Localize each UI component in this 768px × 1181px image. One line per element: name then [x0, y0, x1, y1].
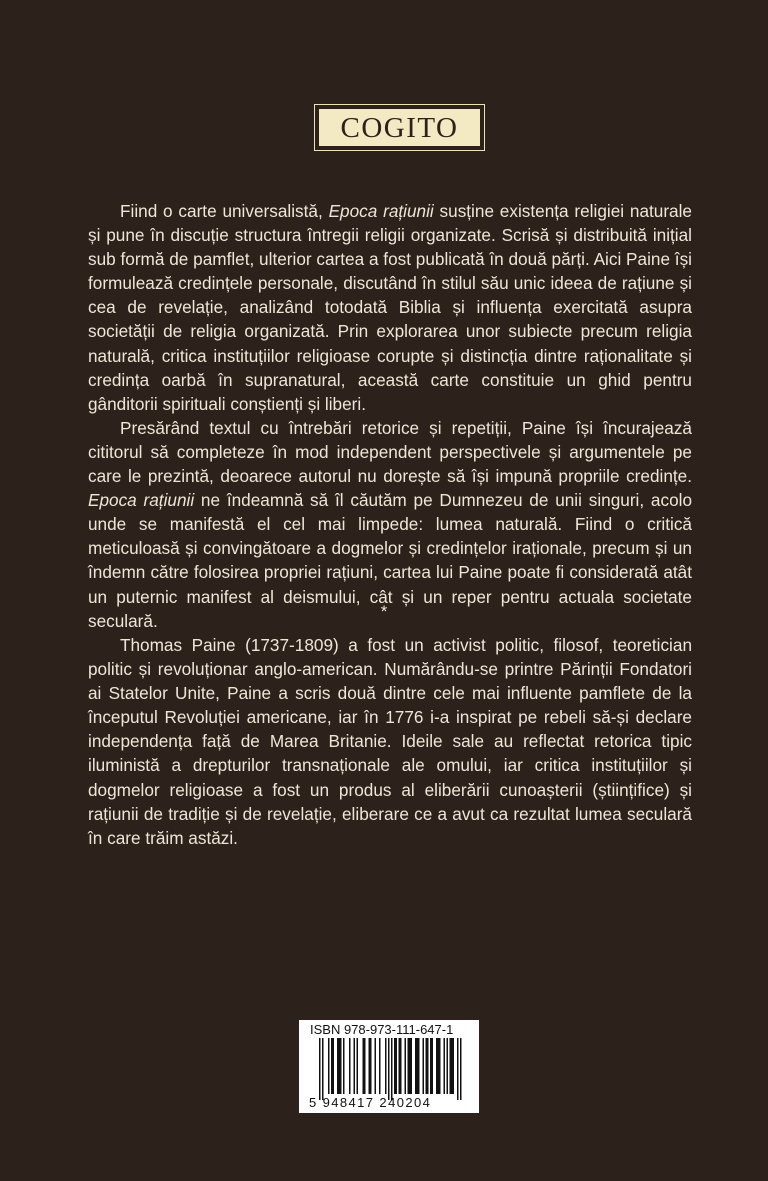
barcode-bar [357, 1038, 359, 1094]
description-paragraph-1 [88, 199, 692, 416]
author-bio [88, 633, 692, 850]
barcode-bar [385, 1038, 387, 1094]
barcode-guard-bar [391, 1038, 393, 1100]
barcode-bar [379, 1038, 381, 1094]
description-paragraph-2 [88, 416, 692, 633]
barcode-bar [453, 1038, 455, 1094]
barcode-bar [339, 1038, 341, 1094]
barcode-bar [354, 1038, 356, 1094]
barcode-bar [340, 1038, 342, 1094]
publisher-logo-text: COGITO [340, 112, 459, 144]
barcode-bar [432, 1038, 434, 1094]
barcode-bar [408, 1038, 410, 1094]
book-title-italic: Epoca rațiunii [88, 490, 195, 511]
barcode-bar [328, 1038, 330, 1094]
barcode-bar [396, 1038, 398, 1094]
barcode-guard-bar [319, 1038, 321, 1100]
barcode-bar [364, 1038, 366, 1094]
barcode-bar [427, 1038, 429, 1094]
barcode-bar [411, 1038, 413, 1094]
barcode-bar [418, 1038, 420, 1094]
description-paragraph-2-rest: ne îndeamnă să îl căutăm pe Dumnezeu de unii singuri, acolo unde se manifestă el cel mai limpede: lumea naturală. Fiind o critică meticuloasă și convingătoare a dogmelor și credințelor iraționale, precum și un îndemn către folosirea propriei rațiuni, cartea lui Paine poate fi considerată atât un puternic manifest al deismului, cât și un reper pentru actuala societate seculară. [88, 490, 693, 631]
description-paragraph-1-lead: Fiind o carte universalistă, [120, 201, 329, 221]
book-description [88, 199, 692, 633]
barcode-bar [447, 1038, 449, 1094]
publisher-logo-plate [319, 109, 480, 146]
barcode-bar [417, 1038, 419, 1094]
barcode-digits: 5 948417 240204 [309, 1095, 432, 1110]
publisher-logo [314, 104, 485, 151]
book-title-italic: Epoca rațiunii [328, 201, 434, 221]
barcode-bar [436, 1038, 438, 1094]
barcode-guard-bar [322, 1038, 324, 1100]
barcode-bar [400, 1038, 402, 1094]
barcode-bar [331, 1038, 333, 1094]
barcode-bar [394, 1038, 396, 1094]
barcode-bar [415, 1038, 417, 1094]
barcode-bar [369, 1038, 371, 1094]
barcode-bar [451, 1038, 453, 1094]
barcode-bar [438, 1038, 440, 1094]
barcode-bar [444, 1038, 446, 1094]
barcode-bar [349, 1038, 351, 1094]
barcode-bar [333, 1038, 335, 1094]
barcode-bar [343, 1038, 345, 1094]
barcode-guard-bar [460, 1038, 462, 1100]
isbn-label: ISBN 978-973-111-647-1 [310, 1022, 454, 1037]
barcode-bar [375, 1038, 377, 1094]
barcode-bar [426, 1038, 428, 1094]
barcode-bar [405, 1038, 407, 1094]
barcode-guard-bar [388, 1038, 390, 1100]
barcode-bar [363, 1038, 365, 1094]
barcode-bar [399, 1038, 401, 1094]
barcode-guard-bar [457, 1038, 459, 1100]
barcode-bar [439, 1038, 441, 1094]
description-paragraph-2-lead: Presărând textul cu întrebări retorice și repetiții, Paine își încurajează cititorul să completeze în mod independent perspectivele și argumentele pe care le prezintă, deoarece autorul nu dorește să își impună propriile credințe. [88, 417, 692, 487]
barcode-bar [370, 1038, 372, 1094]
barcode-bar [337, 1038, 339, 1094]
isbn-barcode [299, 1020, 479, 1113]
barcode-bar [423, 1038, 425, 1094]
barcode-bar [430, 1038, 432, 1094]
description-paragraph-1-rest: susține existența religiei naturale și pune în discuție structura întregii religii organizate. Scrisă și distribuită inițial sub formă de pamflet, ulterior cartea a fost publicată în două părți. Aici Paine își formulează credințele personale, discutând în stilul său unic ideea de rațiune și cea de revelație, analizând totodată Biblia și influența exercitată asupra societății de religia organizată. Prin explorarea unor subiecte precum religia naturală, critica instituțiilor religioase corupte și distincția dintre raționalitate și credința oarbă în supranatural, această carte constituie un ghid pentru gânditorii spirituali conștienți și liberi. [88, 201, 692, 414]
barcode-bar [450, 1038, 452, 1094]
author-bio-paragraph: Thomas Paine (1737-1809) a fost un activist politic, filosof, teoretician politic și revoluționar anglo-american. Numărându-se printre Părinții Fondatori ai Statelor Unite, Paine a scris două dintre cele mai influente pamflete de la începutul Revoluției americane, iar în 1776 i-a inspirat pe rebeli să-și declare independența față de Marea Britanie. Ideile sale au reflectat retorica tipic iluministă a drepturilor transnaționale ale omului, iar critica instituțiilor și dogmelor religioase a fost un produs al eliberării cunoașterii (științifice) și rațiunii de tradiție și de revelație, eliberare ce a avut ca rezultat lumea seculară în care trăim astăzi. [88, 635, 692, 848]
barcode-bar [409, 1038, 411, 1094]
section-separator: * [380, 602, 388, 621]
